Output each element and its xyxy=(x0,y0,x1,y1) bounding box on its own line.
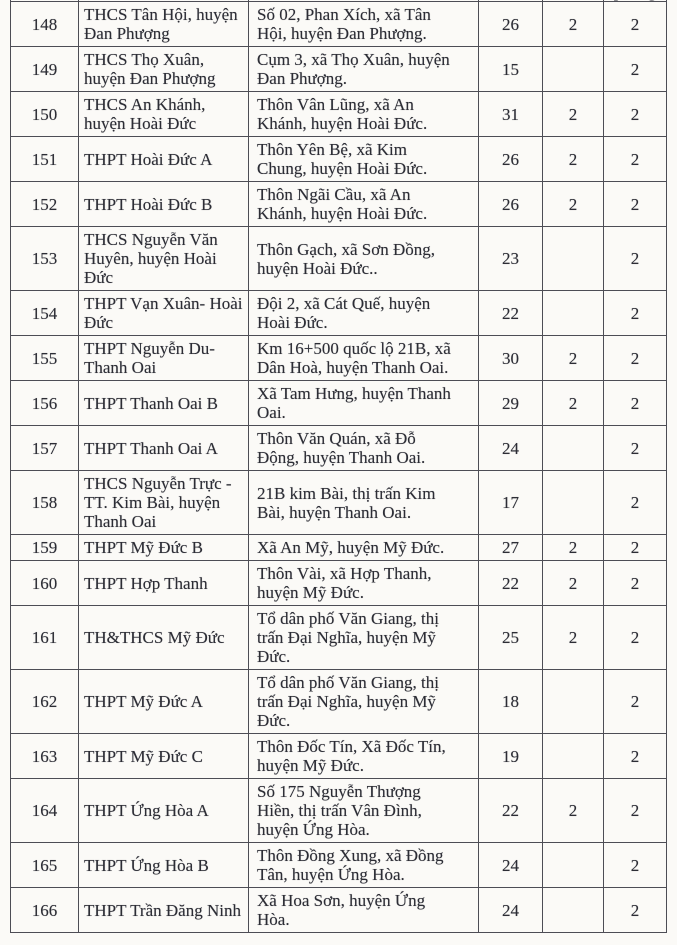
cell-stt: 157 xyxy=(11,426,79,471)
cell-room-count: 24 xyxy=(479,888,543,933)
cell-col6: 2 xyxy=(604,779,667,843)
cell-stt: 166 xyxy=(11,888,79,933)
cell-col5: 2 xyxy=(543,381,604,426)
cell-address: Số 02, Phan Xích, xã Tân Hội, huyện Đan Phượng. xyxy=(249,2,479,47)
cell-room-count: 31 xyxy=(479,92,543,137)
cell-col6: 2 xyxy=(604,734,667,779)
cell-col5: 2 xyxy=(543,535,604,561)
cell-school-name: TH&THCS Mỹ Đức xyxy=(79,606,249,670)
cell-stt: 149 xyxy=(11,47,79,92)
table-row xyxy=(11,471,667,535)
cell-col6: 2 xyxy=(604,227,667,291)
cell-address: Xã Hoa Sơn, huyện Ứng Hòa. xyxy=(249,888,479,933)
cell-address: Thôn Ngãi Cầu, xã An Khánh, huyện Hoài Đức. xyxy=(249,182,479,227)
cell-col5 xyxy=(543,734,604,779)
cell-room-count: 22 xyxy=(479,779,543,843)
cell-col6: 2 xyxy=(604,291,667,336)
table-row xyxy=(11,227,667,291)
cell-col6: 2 xyxy=(604,92,667,137)
cell-school-name: THCS Nguyễn Trực - TT. Kim Bài, huyện Thanh Oai xyxy=(79,471,249,535)
clipped-header-text xyxy=(604,0,666,1)
cell-address: Thôn Đốc Tín, Xã Đốc Tín, huyện Mỹ Đức. xyxy=(249,734,479,779)
cell-address: Km 16+500 quốc lộ 21B, xã Dân Hoà, huyện Thanh Oai. xyxy=(249,336,479,381)
cell-col5: 2 xyxy=(543,2,604,47)
cell-col5 xyxy=(543,227,604,291)
cell-col6: 2 xyxy=(604,336,667,381)
cell-room-count: 23 xyxy=(479,227,543,291)
table-row xyxy=(11,670,667,734)
cell-address: Tổ dân phố Văn Giang, thị trấn Đại Nghĩa, huyện Mỹ Đức. xyxy=(249,606,479,670)
cell-room-count: 22 xyxy=(479,561,543,606)
cell-col5: 2 xyxy=(543,182,604,227)
cell-room-count: 26 xyxy=(479,2,543,47)
cell-address: Thôn Đồng Xung, xã Đồng Tân, huyện Ứng Hòa. xyxy=(249,843,479,888)
cell-address: Thôn Văn Quán, xã Đỗ Động, huyện Thanh Oai. xyxy=(249,426,479,471)
cell-school-name: THPT Thanh Oai A xyxy=(79,426,249,471)
cell-room-count: 26 xyxy=(479,137,543,182)
cell-col5: 2 xyxy=(543,606,604,670)
cell-school-name: THPT Nguyễn Du- Thanh Oai xyxy=(79,336,249,381)
cell-school-name: THPT Mỹ Đức B xyxy=(79,535,249,561)
cell-stt: 165 xyxy=(11,843,79,888)
table-row xyxy=(11,336,667,381)
cell-stt: 158 xyxy=(11,471,79,535)
table-row xyxy=(11,182,667,227)
cell-school-name: THPT Hợp Thanh xyxy=(79,561,249,606)
cell-col5: 2 xyxy=(543,561,604,606)
cell-stt: 160 xyxy=(11,561,79,606)
cell-school-name: THPT Hoài Đức B xyxy=(79,182,249,227)
table-row xyxy=(11,779,667,843)
cell-room-count: 30 xyxy=(479,336,543,381)
cell-col5: 2 xyxy=(543,92,604,137)
cell-room-count: 26 xyxy=(479,182,543,227)
cell-col5 xyxy=(543,670,604,734)
cell-room-count: 22 xyxy=(479,291,543,336)
cell-col6: 2 xyxy=(604,606,667,670)
cell-school-name: THPT Mỹ Đức A xyxy=(79,670,249,734)
cell-col5: 2 xyxy=(543,137,604,182)
cell-address: Thôn Gạch, xã Sơn Đồng, huyện Hoài Đức.. xyxy=(249,227,479,291)
cell-room-count: 27 xyxy=(479,535,543,561)
cell-room-count: 17 xyxy=(479,471,543,535)
cell-address: Thôn Vài, xã Hợp Thanh, huyện Mỹ Đức. xyxy=(249,561,479,606)
cell-col6: 2 xyxy=(604,670,667,734)
cell-school-name: THPT Mỹ Đức C xyxy=(79,734,249,779)
table-row xyxy=(11,606,667,670)
cell-stt: 164 xyxy=(11,779,79,843)
cell-col5 xyxy=(543,888,604,933)
cell-stt: 161 xyxy=(11,606,79,670)
table-row xyxy=(11,888,667,933)
cell-stt: 162 xyxy=(11,670,79,734)
cell-stt: 152 xyxy=(11,182,79,227)
table-row xyxy=(11,561,667,606)
cell-address: 21B kim Bài, thị trấn Kim Bài, huyện Thanh Oai. xyxy=(249,471,479,535)
cell-address: Xã Tam Hưng, huyện Thanh Oai. xyxy=(249,381,479,426)
cell-stt: 151 xyxy=(11,137,79,182)
cell-room-count: 25 xyxy=(479,606,543,670)
cell-col5 xyxy=(543,47,604,92)
clipped-cell xyxy=(604,0,667,2)
cell-address: Cụm 3, xã Thọ Xuân, huyện Đan Phượng. xyxy=(249,47,479,92)
cell-col6: 2 xyxy=(604,47,667,92)
cell-room-count: 24 xyxy=(479,426,543,471)
cell-school-name: THPT Vạn Xuân- Hoài Đức xyxy=(79,291,249,336)
table-row xyxy=(11,2,667,47)
cell-col6: 2 xyxy=(604,888,667,933)
cell-stt: 156 xyxy=(11,381,79,426)
cell-room-count: 24 xyxy=(479,843,543,888)
cell-address: Thôn Yên Bệ, xã Kim Chung, huyện Hoài Đức. xyxy=(249,137,479,182)
cell-school-name: THPT Thanh Oai B xyxy=(79,381,249,426)
cell-address: Thôn Vân Lũng, xã An Khánh, huyện Hoài Đức. xyxy=(249,92,479,137)
cell-stt: 159 xyxy=(11,535,79,561)
cell-address: Số 175 Nguyễn Thượng Hiền, thị trấn Vân Đình, huyện Ứng Hòa. xyxy=(249,779,479,843)
cell-stt: 163 xyxy=(11,734,79,779)
table-row xyxy=(11,92,667,137)
cell-school-name: THPT Hoài Đức A xyxy=(79,137,249,182)
cell-col6: 2 xyxy=(604,381,667,426)
cell-col6: 2 xyxy=(604,843,667,888)
cell-col5 xyxy=(543,471,604,535)
cell-stt: 155 xyxy=(11,336,79,381)
cell-col5: 2 xyxy=(543,336,604,381)
cell-school-name: THPT Ứng Hòa B xyxy=(79,843,249,888)
cell-room-count: 15 xyxy=(479,47,543,92)
cell-col5 xyxy=(543,291,604,336)
table-row xyxy=(11,734,667,779)
cell-address: Xã An Mỹ, huyện Mỹ Đức. xyxy=(249,535,479,561)
cell-school-name: THPT Trần Đăng Ninh xyxy=(79,888,249,933)
cell-col6: 2 xyxy=(604,137,667,182)
table-row xyxy=(11,291,667,336)
table-row xyxy=(11,535,667,561)
table-row xyxy=(11,843,667,888)
cell-address: Tổ dân phố Văn Giang, thị trấn Đại Nghĩa, huyện Mỹ Đức. xyxy=(249,670,479,734)
cell-col6: 2 xyxy=(604,2,667,47)
cell-col6: 2 xyxy=(604,471,667,535)
table-row xyxy=(11,381,667,426)
cell-school-name: THCS Tân Hội, huyện Đan Phượng xyxy=(79,2,249,47)
cell-school-name: THCS An Khánh, huyện Hoài Đức xyxy=(79,92,249,137)
cell-stt: 154 xyxy=(11,291,79,336)
cell-stt: 153 xyxy=(11,227,79,291)
cell-stt: 150 xyxy=(11,92,79,137)
cell-stt: 148 xyxy=(11,2,79,47)
cell-room-count: 18 xyxy=(479,670,543,734)
school-table xyxy=(10,0,667,933)
table-row xyxy=(11,137,667,182)
cell-school-name: THPT Ứng Hòa A xyxy=(79,779,249,843)
cell-col5 xyxy=(543,843,604,888)
cell-col6: 2 xyxy=(604,426,667,471)
cell-room-count: 29 xyxy=(479,381,543,426)
table-row xyxy=(11,426,667,471)
cell-address: Đội 2, xã Cát Quế, huyện Hoài Đức. xyxy=(249,291,479,336)
table-row xyxy=(11,47,667,92)
cell-school-name: THCS Thọ Xuân, huyện Đan Phượng xyxy=(79,47,249,92)
cell-col6: 2 xyxy=(604,535,667,561)
cell-col5: 2 xyxy=(543,779,604,843)
cell-room-count: 19 xyxy=(479,734,543,779)
cell-school-name: THCS Nguyễn Văn Huyên, huyện Hoài Đức xyxy=(79,227,249,291)
cell-col6: 2 xyxy=(604,182,667,227)
cell-col6: 2 xyxy=(604,561,667,606)
cell-col5 xyxy=(543,426,604,471)
